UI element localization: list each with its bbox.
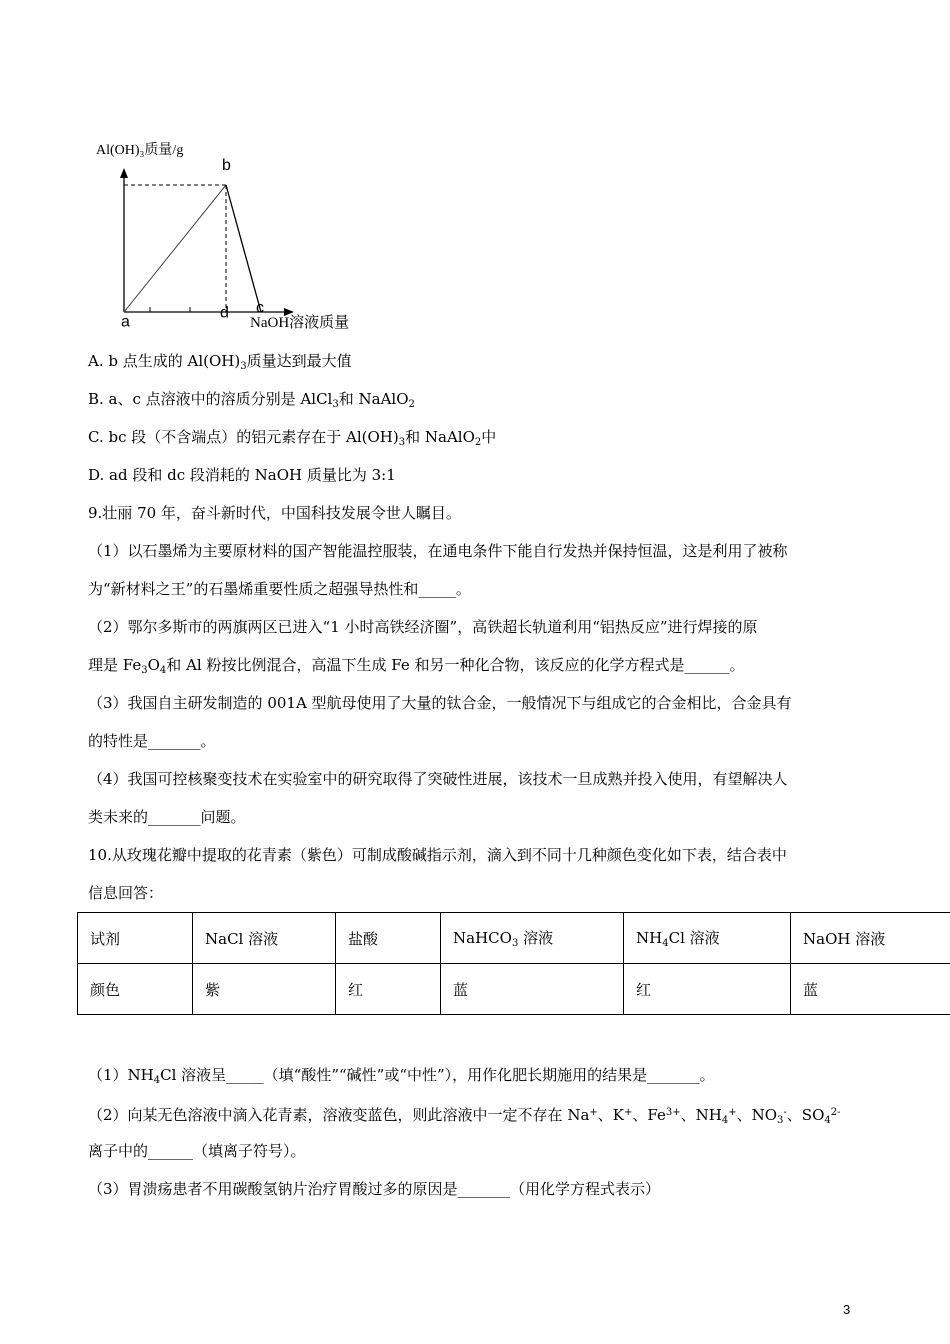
page-number: 3 [843, 1302, 851, 1317]
table-cell: 颜色 [78, 964, 193, 1015]
q10-p2-line1: （2）向某无色溶液中滴入花青素，溶液变蓝色，则此溶液中一定不存在 Na+、K+、$Fe^{3+}$、$NH_4^+$、$NO_3^-$、$SO_4^{2-}$ [88, 1106, 841, 1126]
q9-p1-line2: 为“新材料之王”的石墨烯重要性质之超强导热性和_____。 [88, 580, 471, 598]
table-cell: 红 [624, 964, 791, 1015]
x-axis-label: NaOH溶液质量 [250, 315, 350, 331]
point-b-label: b [222, 157, 231, 174]
option-b: B. a、c 点溶液中的溶质分别是 AlCl$_3$和 NaAlO$_2$ [88, 390, 415, 410]
table-cell: NaCl 溶液 [193, 913, 336, 964]
table-row [78, 913, 950, 964]
q9-p1-line1: （1）以石墨烯为主要原材料的国产智能温控服装，在通电条件下能自行发热并保持恒温，这是利用了被称 [88, 542, 788, 560]
option-d: D. ad 段和 dc 段消耗的 NaOH 质量比为 3:1 [88, 466, 396, 484]
table-cell: 盐酸 [336, 913, 441, 964]
point-d-label: d [220, 304, 229, 322]
option-c: C. bc 段（不含端点）的铝元素存在于 $Al(OH)_3$和 NaAlO$_2$中 [88, 428, 497, 448]
y-axis-arrow [120, 168, 128, 178]
q9-stem: 9.壮丽 70 年，奋斗新时代，中国科技发展令世人瞩目。 [88, 504, 461, 522]
table-cell: NaOH 溶液 [791, 913, 950, 964]
q9-p3-line1: （3）我国自主研发制造的 001A 型航母使用了大量的钛合金，一般情况下与组成它的合金相比，合金具有 [88, 694, 792, 712]
q9-p2-line1: （2）鄂尔多斯市的两旗两区已进入“1 小时高铁经济圈”，高铁超长轨道利用“铝热反应”进行焊接的原 [88, 618, 758, 636]
q9-p4-line2: 类未来的_______问题。 [88, 808, 246, 826]
point-a: a [121, 313, 130, 331]
q10-p2-line2: 离子中的______（填离子符号）。 [88, 1142, 306, 1160]
q10-stem-line2: 信息回答： [88, 884, 164, 902]
q10-stem-line1: 10.从玫瑰花瓣中提取的花青素（紫色）可制成酸碱指示剂，滴入到不同十几种颜色变化如下表，结合表中 [88, 846, 787, 864]
table-cell: 试剂 [78, 913, 193, 964]
point-c-label: c [256, 299, 264, 317]
option-a: A. b 点生成的 $Al(OH)_3$质量达到最大值 [88, 352, 352, 372]
graph-svg [88, 132, 388, 332]
table-cell: 蓝 [441, 964, 624, 1015]
rising-line-ab [124, 185, 226, 312]
y-axis-label: Al(OH)₃质量/g [96, 143, 184, 158]
indicator-color-table [77, 912, 950, 1015]
table-cell: 红 [336, 964, 441, 1015]
table-cell: $NH_4Cl$ 溶液 [624, 913, 791, 964]
table-cell: 蓝 [791, 964, 950, 1015]
q9-p4-line1: （4）我国可控核聚变技术在实验室中的研究取得了突破性进展，该技术一旦成熟并投入使用，有望解决人 [88, 770, 788, 788]
q10-p3: （3）胃溃疡患者不用碳酸氢钠片治疗胃酸过多的原因是_______（用化学方程式表示） [88, 1180, 661, 1198]
table-cell: NaHCO$_3$ 溶液 [441, 913, 624, 964]
table-cell: 紫 [193, 964, 336, 1015]
q10-p1: $(1)NH_4Cl$ 溶液呈_____（填“酸性”“碱性”或“中性”），用作化肥长期施用的结果是_______。 [88, 1066, 715, 1086]
table-row [78, 964, 950, 1015]
aloh3-mass-graph [88, 132, 388, 332]
q9-p3-line2: 的特性是_______。 [88, 732, 216, 750]
q9-p2-line2: 理是 $Fe_3O_4$和 Al 粉按比例混合，高温下生成 Fe 和另一种化合物，该反应的化学方程式是______。 [88, 656, 745, 676]
falling-line-bc [226, 185, 261, 312]
